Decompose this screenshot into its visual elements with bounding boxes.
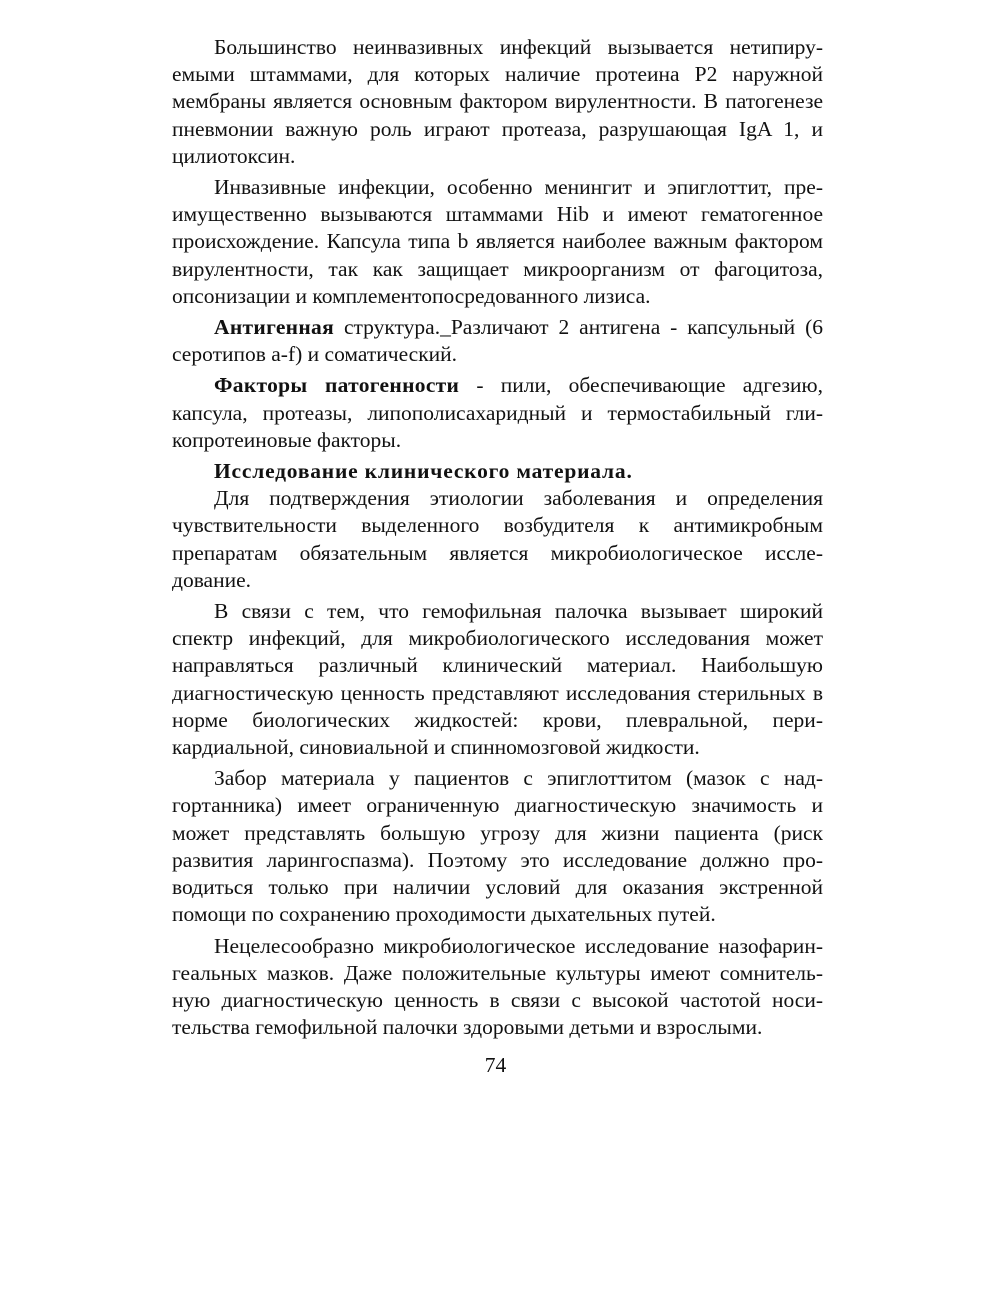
antigen-text: структура._Различают 2 антигена - капсульный (6 серотипов a-f) и соматический.: [172, 315, 823, 367]
term-antigen: Антигенная: [214, 315, 335, 340]
paragraph-pathogenicity: [172, 372, 823, 454]
paragraph-invasive: Инвазивные инфекции, особенно менингит и эпиглоттит, преимущественно вызываются штаммами Hib и имеют гематогенное происхождение. Капсула типа b является наиболее важным фактором вирулентности, так как защищает микроорганизм от фагоцитоза, опсонизации и комплементопосредованного лизиса.: [172, 175, 823, 308]
paragraph-noninvasive: Большинство неинвазивных инфекций вызывается нетипируемыми штаммами, для которых наличие протеина P2 наружной мембраны является основным фактором вирулентности. В патогенезе пневмонии важную роль играют протеаза, разрушающая IgA 1, и цилиотоксин.: [172, 35, 823, 168]
pathogenicity-text: - пили, обеспечивающие адгезию, капсула, протеазы, липополисахаридный и термостабильный гликопротеиновые факторы.: [172, 373, 823, 452]
section-heading: Исследование клинического материала.: [214, 459, 633, 484]
term-pathogenicity: Факторы патогенности: [214, 373, 460, 398]
page-number: 74: [484, 1053, 507, 1077]
paragraph-nasopharyngeal: Нецелесообразно микробиологическое исследование назофарингеальных мазков. Даже положительные культуры имеют сомнительную диагностическую ценность в связи с высокой частотой носительства гемофильной палочки здоровыми детьми и взрослыми.: [172, 933, 823, 1040]
paragraph-etiology: Для подтверждения этиологии заболевания и определения чувствительности выделенного возбудителя к антимикробным препаратам обязательным является микробиологическое исследование.: [172, 486, 823, 592]
paragraph-antigen-structure: [172, 314, 823, 368]
page-body: [172, 34, 823, 1041]
paragraph-epiglottitis: Забор материала у пациентов с эпиглоттитом (мазок с надгортанника) имеет ограниченную диагностическую значимость и может представлять большую угрозу для жизни пациента (риск развития ларингоспазма). Поэтому это исследование должно проводиться только при наличии условий для оказания экстренной помощи по сохранению проходимости дыхательных путей.: [172, 766, 823, 927]
paragraph-clinical-material: В связи с тем, что гемофильная палочка вызывает широкий спектр инфекций, для микробиологического исследования может направляться различный клинический материал. Наибольшую диагностическую ценность представляют исследования стерильных в норме биологических жидкостей: крови, плевральной, перикардиальной, синовиальной и спинномозговой жидкости.: [172, 599, 823, 760]
